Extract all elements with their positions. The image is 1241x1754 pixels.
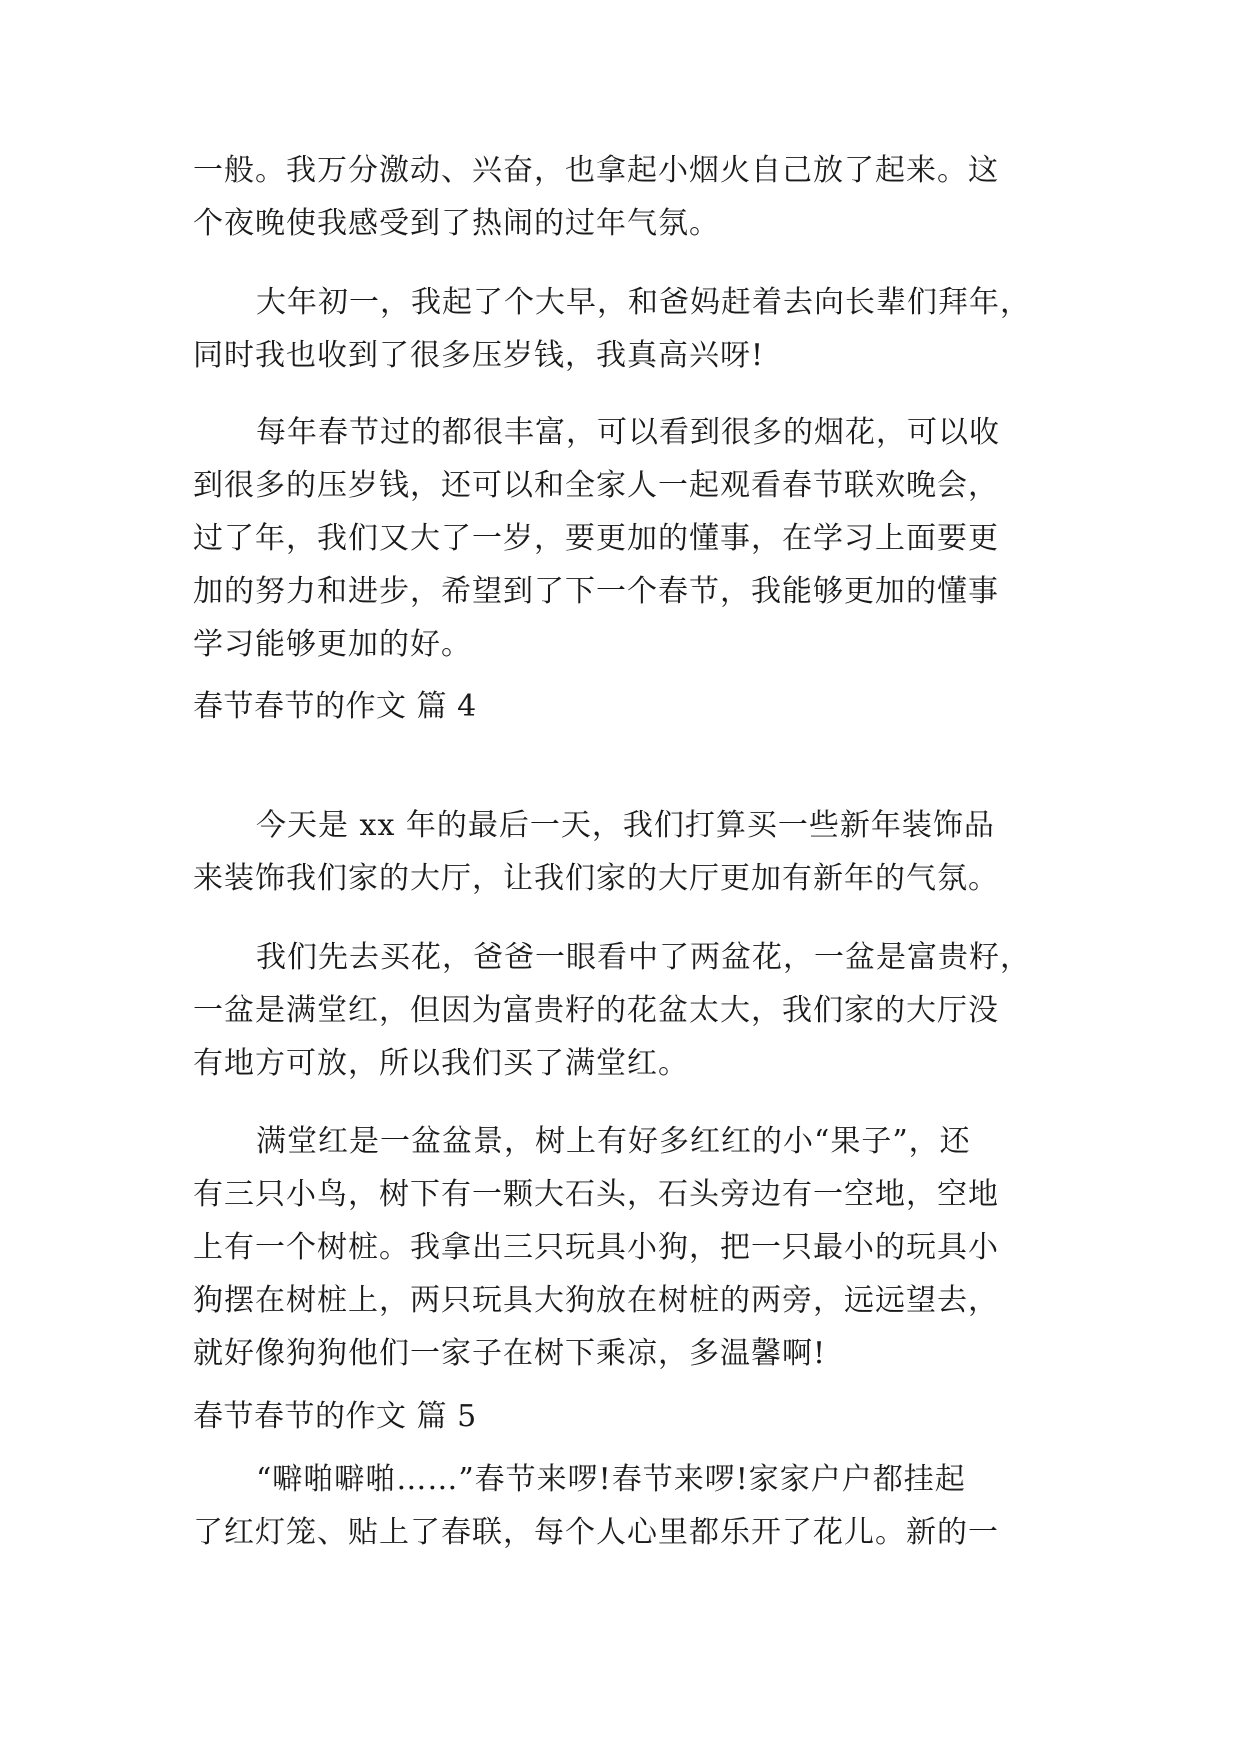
paragraph-line: 个夜晚使我感受到了热闹的过年气氛。	[193, 206, 720, 241]
paragraph-line: 一盆是满堂红，但因为富贵籽的花盆太大，我们家的大厅没	[193, 993, 999, 1028]
paragraph-line: 学习能够更加的好。	[193, 627, 472, 662]
paragraph-line: 就好像狗狗他们一家子在树下乘凉，多温馨啊!	[193, 1336, 827, 1371]
paragraph-line: “噼啪噼啪……”春节来啰!春节来啰!家家户户都挂起	[256, 1462, 966, 1497]
paragraph-line: 上有一个树桩。我拿出三只玩具小狗，把一只最小的玩具小	[193, 1230, 999, 1265]
paragraph-line: 大年初一，我起了个大早，和爸妈赶着去向长辈们拜年，	[256, 285, 1031, 320]
paragraph-line: 我们先去买花，爸爸一眼看中了两盆花，一盆是富贵籽，	[256, 940, 1031, 975]
paragraph-line: 满堂红是一盆盆景，树上有好多红红的小“果子”，还	[256, 1124, 971, 1159]
paragraph-line: 加的努力和进步，希望到了下一个春节，我能够更加的懂事	[193, 574, 999, 609]
paragraph-line: 到很多的压岁钱，还可以和全家人一起观看春节联欢晚会，	[193, 468, 999, 503]
section-heading: 春节春节的作文 篇 5	[193, 1399, 477, 1434]
paragraph-line: 狗摆在树桩上，两只玩具大狗放在树桩的两旁，远远望去，	[193, 1283, 999, 1318]
paragraph-line: 来装饰我们家的大厅，让我们家的大厅更加有新年的气氛。	[193, 861, 999, 896]
paragraph-line: 有地方可放，所以我们买了满堂红。	[193, 1046, 689, 1081]
paragraph-line: 过了年，我们又大了一岁，要更加的懂事，在学习上面要更	[193, 521, 999, 556]
paragraph-line: 有三只小鸟，树下有一颗大石头，石头旁边有一空地，空地	[193, 1177, 999, 1212]
paragraph-line: 每年春节过的都很丰富，可以看到很多的烟花，可以收	[256, 415, 1000, 450]
section-heading: 春节春节的作文 篇 4	[193, 689, 477, 724]
paragraph-line: 同时我也收到了很多压岁钱，我真高兴呀!	[193, 338, 765, 373]
paragraph-line: 了红灯笼、贴上了春联，每个人心里都乐开了花儿。新的一	[193, 1515, 999, 1550]
paragraph-line: 今天是 xx 年的最后一天，我们打算买一些新年装饰品	[256, 808, 995, 843]
paragraph-line: 一般。我万分激动、兴奋，也拿起小烟火自己放了起来。这	[193, 153, 999, 188]
